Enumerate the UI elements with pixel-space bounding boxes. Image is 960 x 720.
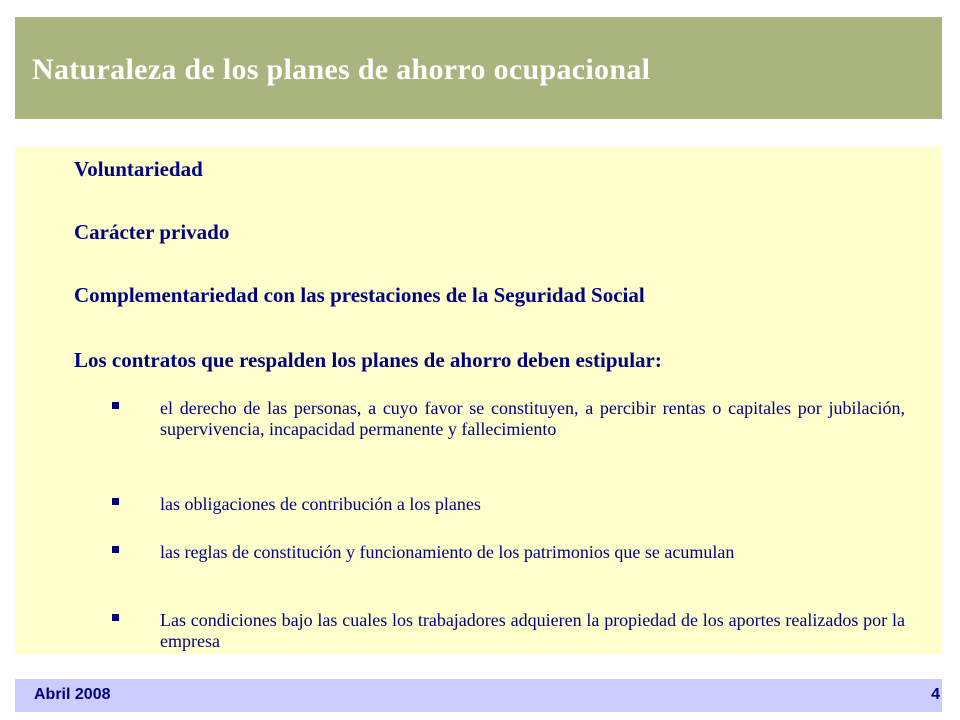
list-item <box>112 398 905 440</box>
list-item-text: el derecho de las personas, a cuyo favor se constituyen, a percibir rentas o capitales por jubilación, supervivencia, incapacidad permanente y fallecimiento <box>160 398 905 439</box>
list-item <box>112 494 905 515</box>
list-item-text: las reglas de constitución y funcionamiento de los patrimonios que se acumulan <box>160 542 735 562</box>
square-bullet-icon <box>112 498 119 505</box>
point-voluntariedad: Voluntariedad <box>74 157 203 181</box>
title-bar <box>15 17 942 119</box>
page-number: 4 <box>931 686 940 703</box>
square-bullet-icon <box>112 546 119 553</box>
list-item-text: Las condiciones bajo las cuales los trabajadores adquieren la propiedad de los aportes realizados por la empresa <box>160 610 905 651</box>
square-bullet-icon <box>112 614 119 621</box>
point-contratos: Los contratos que respalden los planes de ahorro deben estipular: <box>74 348 662 372</box>
list-item-text: las obligaciones de contribución a los planes <box>160 494 481 514</box>
footer-bar <box>15 679 942 712</box>
content-panel <box>15 147 942 654</box>
square-bullet-icon <box>112 402 119 409</box>
point-complementariedad: Complementariedad con las prestaciones de la Seguridad Social <box>74 283 645 307</box>
list-item <box>112 610 905 652</box>
footer-date: Abril 2008 <box>34 686 111 703</box>
list-item <box>112 542 905 563</box>
point-caracter-privado: Carácter privado <box>74 220 230 244</box>
slide-title: Naturaleza de los planes de ahorro ocupacional <box>32 53 651 86</box>
